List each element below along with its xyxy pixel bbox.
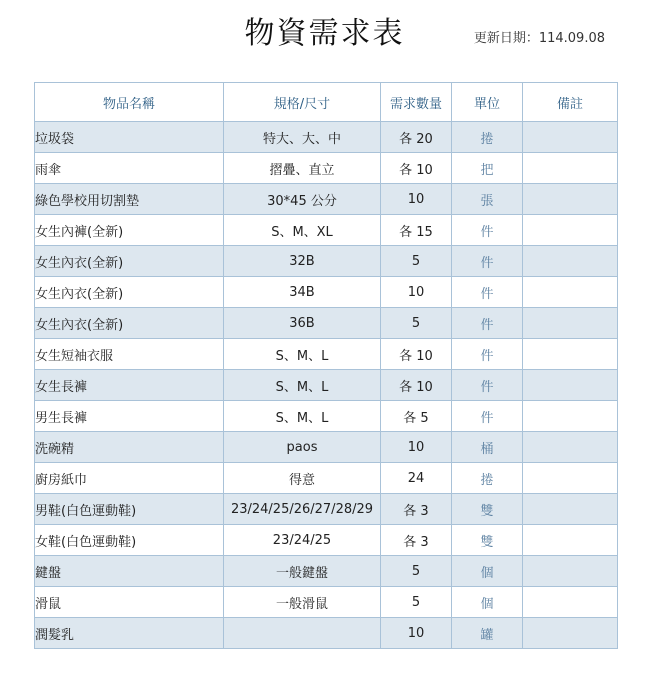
table-row (35, 556, 618, 587)
cell-item-name: 綠色學校用切割墊 (35, 184, 224, 215)
cell-note (523, 215, 618, 246)
cell-note (523, 277, 618, 308)
cell-item-name: 男鞋(白色運動鞋) (35, 494, 224, 525)
cell-item-name: 雨傘 (35, 153, 224, 184)
table-row (35, 122, 618, 153)
cell-spec: S、M、L (224, 370, 381, 401)
cell-unit: 雙 (452, 525, 523, 556)
cell-spec: 23/24/25/26/27/28/29 (224, 494, 381, 525)
cell-item-name: 垃圾袋 (35, 122, 224, 153)
cell-item-name: 廚房紙巾 (35, 463, 224, 494)
table-row (35, 153, 618, 184)
cell-item-name: 潤髮乳 (35, 618, 224, 649)
cell-unit: 罐 (452, 618, 523, 649)
cell-spec: S、M、L (224, 401, 381, 432)
table-row (35, 370, 618, 401)
cell-quantity: 10 (381, 618, 452, 649)
cell-unit: 把 (452, 153, 523, 184)
cell-note (523, 463, 618, 494)
supply-table (34, 82, 618, 649)
header-spec: 規格/尺寸 (224, 83, 381, 122)
cell-spec: 得意 (224, 463, 381, 494)
table-row (35, 246, 618, 277)
cell-unit: 件 (452, 215, 523, 246)
cell-note (523, 153, 618, 184)
cell-unit: 件 (452, 308, 523, 339)
cell-quantity: 各 10 (381, 339, 452, 370)
table-row (35, 277, 618, 308)
cell-quantity: 5 (381, 587, 452, 618)
cell-note (523, 401, 618, 432)
cell-unit: 桶 (452, 432, 523, 463)
cell-unit: 個 (452, 556, 523, 587)
cell-note (523, 494, 618, 525)
table-row (35, 463, 618, 494)
cell-quantity: 各 5 (381, 401, 452, 432)
cell-note (523, 556, 618, 587)
header-unit: 單位 (452, 83, 523, 122)
cell-spec: 特大、大、中 (224, 122, 381, 153)
cell-quantity: 各 10 (381, 370, 452, 401)
header-quantity: 需求數量 (381, 83, 452, 122)
table-row (35, 494, 618, 525)
cell-quantity: 各 3 (381, 494, 452, 525)
cell-spec: paos (224, 432, 381, 463)
cell-item-name: 女生內衣(全新) (35, 277, 224, 308)
cell-note (523, 525, 618, 556)
cell-item-name: 女生長褲 (35, 370, 224, 401)
cell-quantity: 各 15 (381, 215, 452, 246)
cell-item-name: 鍵盤 (35, 556, 224, 587)
cell-spec: 36B (224, 308, 381, 339)
cell-quantity: 5 (381, 308, 452, 339)
cell-note (523, 339, 618, 370)
cell-note (523, 184, 618, 215)
cell-quantity: 24 (381, 463, 452, 494)
cell-unit: 張 (452, 184, 523, 215)
cell-item-name: 女生內衣(全新) (35, 246, 224, 277)
cell-spec: S、M、L (224, 339, 381, 370)
cell-quantity: 各 20 (381, 122, 452, 153)
table-row (35, 618, 618, 649)
cell-spec: 摺疊、直立 (224, 153, 381, 184)
table-body (35, 122, 618, 649)
cell-spec: 23/24/25 (224, 525, 381, 556)
header-note: 備註 (523, 83, 618, 122)
table-row (35, 432, 618, 463)
cell-spec: 一般滑鼠 (224, 587, 381, 618)
cell-spec: 一般鍵盤 (224, 556, 381, 587)
cell-unit: 件 (452, 277, 523, 308)
table-header (35, 83, 618, 122)
cell-spec: 30*45 公分 (224, 184, 381, 215)
cell-spec (224, 618, 381, 649)
table-row (35, 587, 618, 618)
cell-item-name: 女生短袖衣服 (35, 339, 224, 370)
cell-quantity: 各 3 (381, 525, 452, 556)
cell-spec: 32B (224, 246, 381, 277)
cell-quantity: 各 10 (381, 153, 452, 184)
cell-note (523, 122, 618, 153)
cell-quantity: 10 (381, 184, 452, 215)
header-row (35, 83, 618, 122)
cell-item-name: 女生內衣(全新) (35, 308, 224, 339)
cell-note (523, 308, 618, 339)
header-item-name: 物品名稱 (35, 83, 224, 122)
cell-note (523, 246, 618, 277)
cell-note (523, 370, 618, 401)
table-row (35, 401, 618, 432)
cell-unit: 件 (452, 246, 523, 277)
cell-spec: 34B (224, 277, 381, 308)
cell-unit: 個 (452, 587, 523, 618)
cell-spec: S、M、XL (224, 215, 381, 246)
cell-item-name: 女鞋(白色運動鞋) (35, 525, 224, 556)
cell-quantity: 10 (381, 432, 452, 463)
cell-quantity: 5 (381, 246, 452, 277)
cell-unit: 雙 (452, 494, 523, 525)
cell-item-name: 滑鼠 (35, 587, 224, 618)
table-row (35, 308, 618, 339)
cell-quantity: 10 (381, 277, 452, 308)
table-row (35, 184, 618, 215)
cell-item-name: 男生長褲 (35, 401, 224, 432)
table-row (35, 525, 618, 556)
cell-item-name: 洗碗精 (35, 432, 224, 463)
table-row (35, 215, 618, 246)
cell-note (523, 618, 618, 649)
page-title: 物資需求表 (244, 16, 405, 51)
cell-note (523, 587, 618, 618)
cell-unit: 件 (452, 401, 523, 432)
cell-quantity: 5 (381, 556, 452, 587)
cell-note (523, 432, 618, 463)
updated-date: 更新日期：114.09.08 (473, 31, 605, 46)
cell-unit: 件 (452, 370, 523, 401)
cell-unit: 件 (452, 339, 523, 370)
cell-unit: 捲 (452, 122, 523, 153)
cell-item-name: 女生內褲(全新) (35, 215, 224, 246)
table-row (35, 339, 618, 370)
cell-unit: 捲 (452, 463, 523, 494)
